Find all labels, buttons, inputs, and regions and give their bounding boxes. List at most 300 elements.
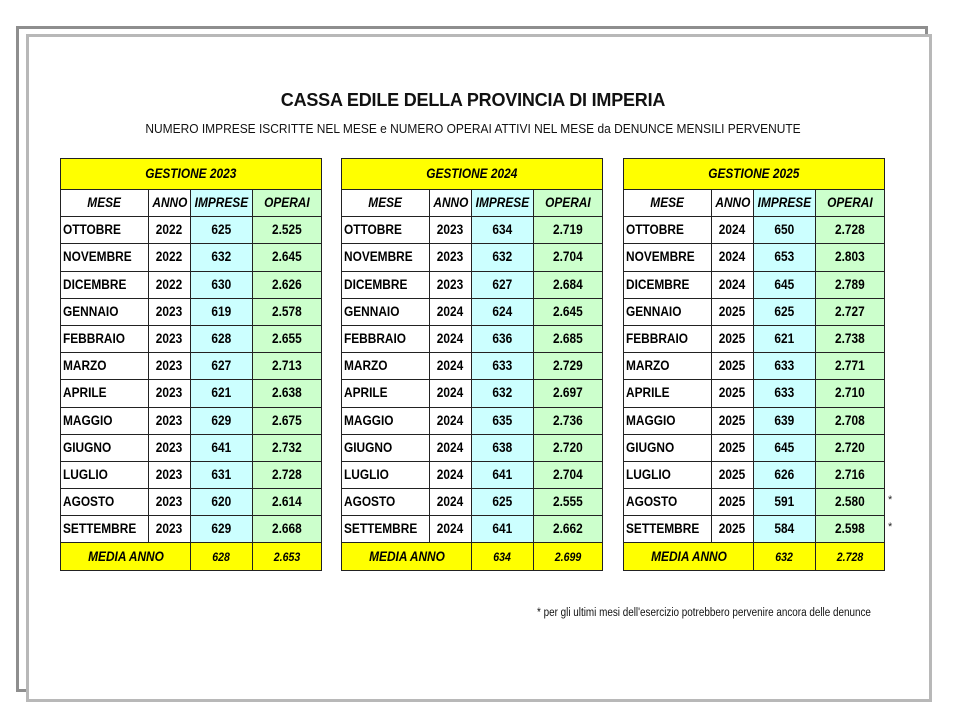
cell-imprese [754, 380, 816, 407]
cell-operai [534, 489, 603, 516]
cell-anno [712, 353, 754, 380]
cell-anno [712, 407, 754, 434]
table-row [624, 298, 885, 325]
cell-anno-text: 2022 [156, 276, 183, 292]
table-row [61, 516, 322, 543]
cell-operai [253, 271, 322, 298]
cell-operai [253, 244, 322, 271]
cell-mese [342, 489, 430, 516]
cell-operai-text: 2.728 [272, 466, 302, 482]
media-anno-label-text: MEDIA ANNO [650, 548, 727, 564]
cell-operai-text: 2.728 [835, 222, 865, 238]
cell-imprese [472, 461, 534, 488]
media-anno-row [61, 543, 322, 571]
cell-imprese [472, 489, 534, 516]
cell-imprese-text: 625 [492, 494, 513, 510]
media-imprese-text: 634 [493, 549, 512, 564]
table-row [624, 244, 885, 271]
cell-anno-text: 2023 [156, 494, 183, 510]
cell-operai [253, 407, 322, 434]
column-header-anno [149, 190, 191, 217]
cell-mese [342, 217, 430, 244]
cell-mese [624, 407, 712, 434]
cell-anno [430, 353, 472, 380]
cell-mese [624, 380, 712, 407]
cell-mese [342, 325, 430, 352]
cell-imprese-text: 636 [492, 331, 513, 347]
cell-operai-text: 2.675 [272, 412, 302, 428]
table-row [342, 298, 603, 325]
cell-imprese-text: 635 [492, 412, 513, 428]
cell-operai-text: 2.803 [835, 249, 865, 265]
cell-imprese [754, 434, 816, 461]
cell-anno [712, 271, 754, 298]
cell-anno [430, 244, 472, 271]
media-operai [816, 543, 885, 571]
cell-imprese-text: 631 [211, 466, 232, 482]
cell-anno-text: 2025 [719, 303, 746, 319]
cell-imprese-text: 650 [774, 222, 795, 238]
cell-imprese [472, 298, 534, 325]
cell-imprese [754, 353, 816, 380]
cell-anno [430, 325, 472, 352]
cell-mese-text: OTTOBRE [344, 222, 402, 238]
cell-imprese-text: 641 [492, 466, 513, 482]
cell-mese [342, 244, 430, 271]
column-header-row [61, 190, 322, 217]
table-row [342, 516, 603, 543]
cell-mese-text: DICEMBRE [63, 276, 127, 292]
cell-mese-text: SETTEMBRE [63, 521, 137, 537]
cell-anno-text: 2025 [719, 466, 746, 482]
cell-operai [816, 244, 885, 271]
cell-imprese-text: 629 [211, 412, 232, 428]
cell-operai [816, 516, 885, 543]
cell-mese [61, 434, 149, 461]
cell-imprese [472, 407, 534, 434]
cell-mese [342, 461, 430, 488]
cell-imprese [754, 244, 816, 271]
cell-imprese [191, 244, 253, 271]
table-row [61, 353, 322, 380]
cell-mese [342, 434, 430, 461]
cell-imprese [472, 271, 534, 298]
page-title: CASSA EDILE DELLA PROVINCIA DI IMPERIA [280, 90, 666, 110]
cell-imprese [191, 325, 253, 352]
cell-imprese-text: 625 [211, 222, 232, 238]
cell-anno-text: 2024 [719, 222, 746, 238]
cell-imprese-text: 633 [774, 358, 795, 374]
column-header-imprese [191, 190, 253, 217]
cell-operai-text: 2.716 [835, 466, 865, 482]
cell-mese [624, 461, 712, 488]
cell-mese-text: OTTOBRE [626, 222, 684, 238]
cell-operai-text: 2.704 [553, 249, 583, 265]
cell-operai-text: 2.732 [272, 439, 302, 455]
cell-imprese-text: 620 [211, 494, 232, 510]
cell-mese [61, 516, 149, 543]
table-row [61, 217, 322, 244]
cell-operai [816, 325, 885, 352]
cell-mese-text: FEBBRAIO [626, 331, 689, 347]
cell-imprese-text: 621 [211, 385, 232, 401]
cell-imprese [191, 217, 253, 244]
cell-mese-text: APRILE [344, 385, 388, 401]
cell-operai-text: 2.738 [835, 331, 865, 347]
cell-mese [61, 461, 149, 488]
cell-operai-text: 2.684 [553, 276, 583, 292]
cell-mese [624, 489, 712, 516]
cell-mese-text: GENNAIO [626, 303, 682, 319]
table-title-row [61, 159, 322, 190]
cell-operai-text: 2.771 [835, 358, 865, 374]
cell-mese-text: SETTEMBRE [626, 521, 700, 537]
cell-operai-text: 2.578 [272, 303, 302, 319]
cell-operai [534, 434, 603, 461]
cell-anno-text: 2025 [719, 385, 746, 401]
column-header-imprese-text: IMPRESE [757, 195, 812, 211]
cell-anno-text: 2024 [719, 276, 746, 292]
cell-operai [534, 516, 603, 543]
cell-mese-text: NOVEMBRE [344, 249, 413, 265]
cell-imprese [754, 217, 816, 244]
cell-anno-text: 2025 [719, 521, 746, 537]
cell-imprese-text: 645 [774, 276, 795, 292]
cell-mese [61, 325, 149, 352]
cell-mese [61, 298, 149, 325]
cell-operai-text: 2.720 [553, 439, 583, 455]
cell-operai-text: 2.719 [553, 222, 583, 238]
cell-imprese-text: 641 [492, 521, 513, 537]
cell-mese-text: MAGGIO [63, 412, 113, 428]
cell-mese [342, 516, 430, 543]
cell-imprese-text: 627 [492, 276, 513, 292]
cell-operai [253, 434, 322, 461]
cell-anno-text: 2023 [156, 385, 183, 401]
cell-operai-text: 2.614 [272, 494, 302, 510]
column-header-anno-text: ANNO [715, 195, 750, 211]
table-row [61, 407, 322, 434]
cell-mese [624, 217, 712, 244]
cell-mese-text: FEBBRAIO [344, 331, 407, 347]
cell-mese [624, 325, 712, 352]
cell-mese-text: MAGGIO [344, 412, 394, 428]
media-anno-label-text: MEDIA ANNO [87, 548, 164, 564]
cell-mese-text: GIUGNO [63, 439, 112, 455]
cell-anno-text: 2025 [719, 331, 746, 347]
cell-mese-text: FEBBRAIO [63, 331, 126, 347]
cell-operai-text: 2.720 [835, 439, 865, 455]
cell-anno [430, 380, 472, 407]
cell-imprese-text: 632 [492, 385, 513, 401]
media-anno-label [624, 543, 754, 571]
cell-imprese-text: 629 [211, 521, 232, 537]
cell-imprese [472, 217, 534, 244]
cell-mese-text: LUGLIO [63, 466, 108, 482]
table-row [61, 271, 322, 298]
table-row [624, 407, 885, 434]
table-row [61, 461, 322, 488]
cell-mese [342, 271, 430, 298]
table-row [342, 217, 603, 244]
cell-imprese-text: 645 [774, 439, 795, 455]
cell-operai-text: 2.668 [272, 521, 302, 537]
cell-operai [534, 325, 603, 352]
cell-anno [712, 516, 754, 543]
column-header-row [342, 190, 603, 217]
table-title-text: GESTIONE 2024 [426, 166, 518, 181]
cell-mese-text: NOVEMBRE [63, 249, 132, 265]
media-imprese [754, 543, 816, 571]
media-operai-text: 2.653 [273, 549, 301, 564]
cell-mese-text: APRILE [626, 385, 670, 401]
cell-mese [624, 516, 712, 543]
cell-imprese-text: 591 [774, 494, 795, 510]
table-title [624, 159, 885, 190]
media-operai [534, 543, 603, 571]
cell-imprese [191, 298, 253, 325]
table-row [342, 380, 603, 407]
table-row [624, 380, 885, 407]
cell-anno [149, 380, 191, 407]
cell-mese-text: GENNAIO [63, 303, 119, 319]
cell-mese-text: GIUGNO [344, 439, 393, 455]
cell-anno [149, 489, 191, 516]
cell-imprese [472, 516, 534, 543]
gestione-table [341, 158, 603, 571]
cell-anno [712, 325, 754, 352]
cell-mese [61, 217, 149, 244]
cell-imprese [754, 516, 816, 543]
cell-imprese-text: 624 [492, 303, 513, 319]
cell-imprese [191, 489, 253, 516]
cell-mese [61, 489, 149, 516]
page-subtitle: NUMERO IMPRESE ISCRITTE NEL MESE e NUMERO OPERAI ATTIVI NEL MESE da DENUNCE MENSILI PERVENUTE [145, 121, 801, 136]
table-title-text: GESTIONE 2023 [145, 166, 237, 181]
cell-imprese [191, 434, 253, 461]
cell-mese-text: AGOSTO [344, 494, 396, 510]
cell-operai [534, 271, 603, 298]
cell-operai-text: 2.580 [835, 494, 865, 510]
cell-operai [253, 516, 322, 543]
column-header-imprese [754, 190, 816, 217]
cell-imprese [754, 325, 816, 352]
column-header-operai-text: OPERAI [827, 195, 873, 211]
cell-anno [430, 434, 472, 461]
cell-anno-text: 2024 [437, 521, 464, 537]
cell-mese-text: AGOSTO [63, 494, 115, 510]
cell-anno-text: 2022 [156, 249, 183, 265]
cell-operai [816, 298, 885, 325]
cell-operai [534, 380, 603, 407]
cell-imprese [472, 380, 534, 407]
gestione-table [623, 158, 885, 571]
cell-mese [624, 434, 712, 461]
column-header-row [624, 190, 885, 217]
cell-anno [149, 434, 191, 461]
media-operai-text: 2.728 [836, 549, 864, 564]
cell-anno [430, 407, 472, 434]
cell-imprese-text: 627 [211, 358, 232, 374]
table-row [61, 244, 322, 271]
cell-anno [712, 380, 754, 407]
cell-mese-text: AGOSTO [626, 494, 678, 510]
cell-anno [712, 434, 754, 461]
cell-mese [342, 298, 430, 325]
cell-operai [534, 244, 603, 271]
cell-mese [342, 407, 430, 434]
cell-operai [253, 353, 322, 380]
table-title-row [342, 159, 603, 190]
cell-operai-text: 2.638 [272, 385, 302, 401]
cell-operai [816, 271, 885, 298]
column-header-mese-text: MESE [650, 195, 685, 211]
table-row [61, 325, 322, 352]
table-row [342, 407, 603, 434]
cell-imprese [191, 380, 253, 407]
asterisk-agosto-2025: * [888, 494, 893, 506]
cell-mese [61, 407, 149, 434]
cell-imprese-text: 633 [774, 385, 795, 401]
cell-imprese [191, 271, 253, 298]
cell-operai-text: 2.645 [272, 249, 302, 265]
cell-anno [430, 217, 472, 244]
column-header-mese-text: MESE [368, 195, 403, 211]
cell-anno [149, 516, 191, 543]
cell-anno-text: 2023 [156, 303, 183, 319]
cell-anno-text: 2025 [719, 439, 746, 455]
column-header-operai [534, 190, 603, 217]
cell-anno-text: 2025 [719, 412, 746, 428]
cell-operai [816, 407, 885, 434]
cell-mese-text: MARZO [626, 358, 670, 374]
column-header-mese [61, 190, 149, 217]
cell-imprese-text: 634 [492, 222, 513, 238]
cell-anno [149, 217, 191, 244]
cell-anno [149, 244, 191, 271]
cell-imprese-text: 584 [774, 521, 795, 537]
table-row [61, 434, 322, 461]
cell-anno-text: 2024 [437, 439, 464, 455]
column-header-anno [430, 190, 472, 217]
cell-operai-text: 2.645 [553, 303, 583, 319]
cell-mese-text: DICEMBRE [626, 276, 690, 292]
cell-imprese-text: 619 [211, 303, 232, 319]
cell-imprese [754, 489, 816, 516]
cell-operai-text: 2.525 [272, 222, 302, 238]
cell-mese [61, 353, 149, 380]
cell-operai [534, 298, 603, 325]
cell-anno [430, 489, 472, 516]
cell-imprese-text: 653 [774, 249, 795, 265]
cell-operai-text: 2.697 [553, 385, 583, 401]
cell-anno [430, 271, 472, 298]
cell-imprese [754, 271, 816, 298]
cell-operai [816, 380, 885, 407]
cell-operai-text: 2.713 [272, 358, 302, 374]
cell-imprese [754, 461, 816, 488]
cell-mese-text: GIUGNO [626, 439, 675, 455]
cell-operai-text: 2.789 [835, 276, 865, 292]
cell-imprese-text: 630 [211, 276, 232, 292]
column-header-imprese [472, 190, 534, 217]
cell-mese-text: APRILE [63, 385, 107, 401]
table-row [61, 298, 322, 325]
cell-mese [342, 353, 430, 380]
cell-anno [430, 298, 472, 325]
cell-operai [534, 217, 603, 244]
cell-anno-text: 2024 [437, 466, 464, 482]
cell-anno [712, 461, 754, 488]
media-imprese-text: 632 [775, 549, 794, 564]
cell-anno [149, 271, 191, 298]
cell-anno-text: 2023 [156, 331, 183, 347]
cell-imprese-text: 625 [774, 303, 795, 319]
cell-imprese [754, 407, 816, 434]
cell-imprese [472, 434, 534, 461]
cell-imprese-text: 632 [492, 249, 513, 265]
cell-anno-text: 2024 [719, 249, 746, 265]
cell-mese-text: SETTEMBRE [344, 521, 418, 537]
media-imprese-text: 628 [212, 549, 231, 564]
cell-imprese [191, 461, 253, 488]
cell-imprese [472, 325, 534, 352]
media-anno-label-text: MEDIA ANNO [368, 548, 445, 564]
column-header-mese [342, 190, 430, 217]
cell-anno-text: 2024 [437, 303, 464, 319]
column-header-operai [816, 190, 885, 217]
cell-anno [430, 516, 472, 543]
cell-anno [430, 461, 472, 488]
cell-imprese-text: 626 [774, 466, 795, 482]
cell-operai [816, 353, 885, 380]
cell-anno [149, 461, 191, 488]
cell-mese-text: MARZO [63, 358, 107, 374]
table-row [342, 461, 603, 488]
cell-anno [149, 407, 191, 434]
column-header-imprese-text: IMPRESE [475, 195, 530, 211]
cell-imprese-text: 621 [774, 331, 795, 347]
cell-operai [816, 434, 885, 461]
cell-mese [61, 380, 149, 407]
cell-anno-text: 2024 [437, 385, 464, 401]
cell-imprese [191, 353, 253, 380]
cell-imprese-text: 641 [211, 439, 232, 455]
cell-mese [624, 244, 712, 271]
media-imprese [472, 543, 534, 571]
cell-anno [149, 298, 191, 325]
cell-operai-text: 2.729 [553, 358, 583, 374]
media-operai-text: 2.699 [554, 549, 582, 564]
asterisk-settembre-2025: * [888, 521, 893, 533]
cell-anno-text: 2025 [719, 494, 746, 510]
cell-operai [816, 489, 885, 516]
cell-mese-text: DICEMBRE [344, 276, 408, 292]
cell-mese-text: LUGLIO [626, 466, 671, 482]
cell-operai [816, 217, 885, 244]
cell-anno-text: 2024 [437, 358, 464, 374]
cell-operai-text: 2.704 [553, 466, 583, 482]
cell-operai-text: 2.626 [272, 276, 302, 292]
cell-operai [534, 461, 603, 488]
cell-operai [253, 217, 322, 244]
column-header-mese-text: MESE [87, 195, 122, 211]
cell-anno-text: 2023 [437, 249, 464, 265]
cell-operai [253, 461, 322, 488]
cell-operai [253, 298, 322, 325]
media-imprese [191, 543, 253, 571]
cell-imprese-text: 633 [492, 358, 513, 374]
